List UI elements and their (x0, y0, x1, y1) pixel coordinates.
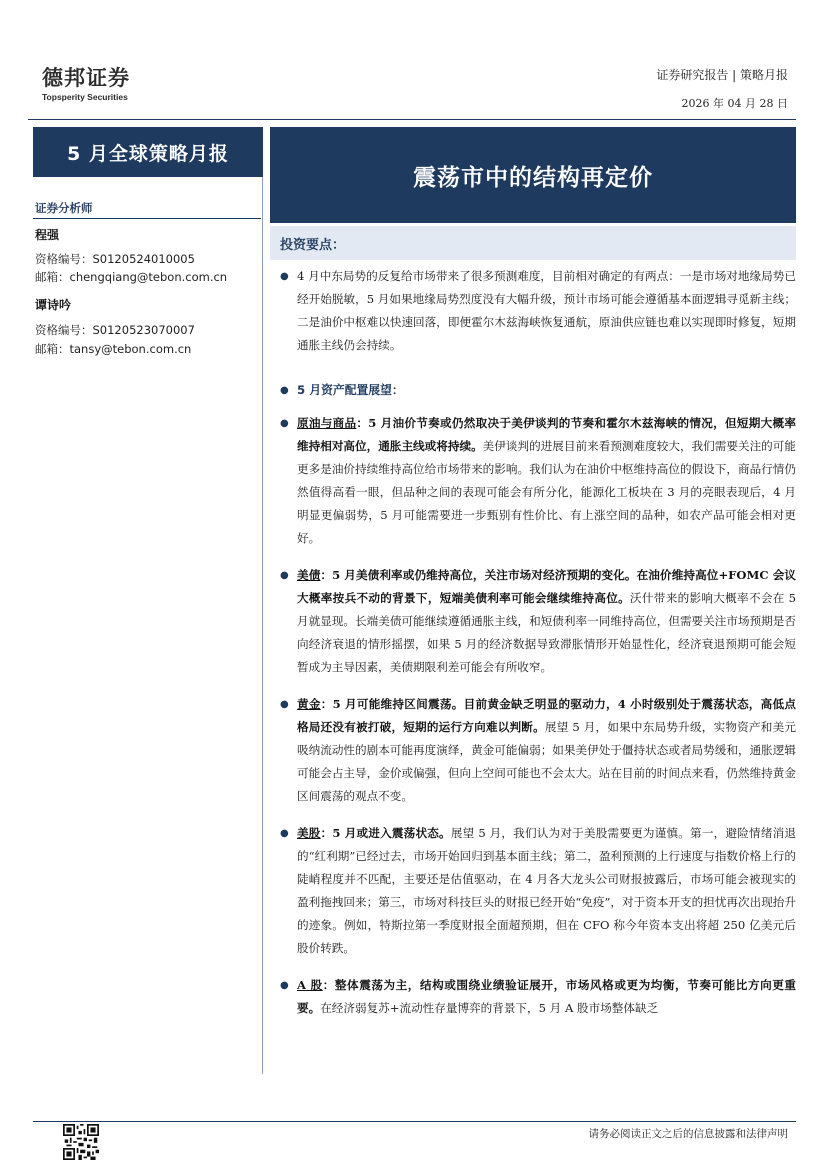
logo-cn-text: 德邦证券 (42, 66, 130, 90)
section-key-point: ：整体震荡为主，结构或围绕业绩验证展开，市场风格或更为均衡，节奏可能比方向更重要。 (297, 978, 796, 1015)
bullet-icon: ● (280, 570, 289, 581)
logo-en-text: Topsperity Securities (42, 92, 128, 102)
header-divider (28, 119, 796, 120)
analyst-divider (33, 218, 261, 219)
highlights-label: 投资要点： (280, 238, 346, 253)
left-title-banner (33, 127, 263, 177)
main-content (278, 265, 796, 1020)
section-head: 原油与商品 (297, 416, 357, 430)
analyst-cert: 资格编号：S0120523070007 (35, 323, 195, 337)
section-body: 美伊谈判的进展目前来看预测难度较大，我们需要关注的可能更多是油价持续维持高位给市场带来的影响。我们认为在油价中枢维持高位的假设下，商品行情仍然值得高看一眼，但品种之间的表现可能会有所分化，能源化工板块在 3 月的亮眼表现后，4 月明显更偏弱势，5 月可能需要进一步甄别有性价比、有上涨空间的品种，如农产品可能会相对更好。 (297, 439, 796, 545)
report-type: 证券研究报告 | 策略月报 (656, 68, 788, 82)
section-head: 美债 (297, 568, 321, 582)
analyst-header: 证券分析师 (35, 201, 93, 215)
section-body: 展望 5 月，如果中东局势升级，实物资产和美元吸纳流动性的剧本可能再度演绎，黄金可能偏弱；如果美伊处于僵持状态或者局势缓和，通胀逻辑可能会占主导，金价或偏强，但向上空间可能也不会太大。站在目前的时间点来看，仍然维持黄金区间震荡的观点不变。 (297, 720, 796, 803)
bullet-icon: ● (280, 271, 289, 282)
report-date: 2026 年 04 月 28 日 (681, 97, 788, 110)
qr-code-icon (63, 1124, 99, 1160)
left-title: 5 月全球策略月报 (67, 142, 229, 165)
section-head: 黄金 (297, 697, 321, 711)
bullet-icon: ● (280, 385, 289, 396)
section-a-shares (278, 974, 796, 1020)
section-oil (278, 412, 796, 550)
section-key-point: ：5 月或进入震荡状态。 (320, 826, 451, 840)
allocation-heading (278, 379, 796, 402)
section-body: 展望 5 月，我们认为对于美股需要更为谨慎。第一，避险情绪消退的“红利期”已经过去，市场开始回归到基本面主线；第二，盈利预测的上行速度与指数价格上行的陡峭程度并不匹配，主要还是估值驱动，在 4 月各大龙头公司财报披露后，市场可能会被现实的盈利拖拽回来；第三，市场对科技巨头的财报已经开始“免疫”，对于资本开支的担忧再次出现抬升的迹象。例如，特斯拉第一季度财报全面超预期，但在 CFO 称今年资本支出将超 250 亿美元后股价转跌。 (297, 826, 797, 955)
intro-paragraph (278, 265, 796, 357)
bullet-icon: ● (280, 418, 289, 429)
section-treasury (278, 564, 796, 679)
intro-text: 4 月中东局势的反复给市场带来了很多预测难度，目前相对确定的有两点：一是市场对地缘局势已经开始脱敏，5 月如果地缘局势烈度没有大幅升级，预计市场可能会遵循基本面逻辑寻觅新主线；二是油价中枢难以快速回落，即便霍尔木兹海峡恢复通航，原油供应链也难以实现即时修复，短期通胀主线仍会持续。 (297, 269, 796, 352)
bullet-icon: ● (280, 699, 289, 710)
section-head: A 股 (297, 978, 323, 992)
analyst-name: 程强 (35, 228, 60, 242)
section-key-point: ：5 月油价节奏或仍然取决于美伊谈判的节奏和霍尔木兹海峡的情况，但短期大概率维持相对高位，通胀主线或将持续。 (297, 416, 796, 453)
section-key-point: ：5 月美债利率或仍维持高位，关注市场对经济预期的变化。在油价维持高位+FOMC 会议大概率按兵不动的背景下，短端美债利率可能会继续维持高位。 (297, 568, 796, 605)
section-body: 沃什带来的影响大概率不会在 5 月就显现。长端美债可能继续遵循通胀主线，和短债利率一同维持高位，但需要关注市场预期是否向经济衰退的情形摇摆，如果 5 月的经济数据导致滞胀情形开始显性化，经济衰退预期可能会短暂成为主导因素，美债期限利差可能会有所收窄。 (297, 591, 796, 674)
footer-disclaimer: 请务必阅读正文之后的信息披露和法律声明 (588, 1128, 788, 1140)
main-title-banner (270, 127, 796, 223)
section-us-stocks (278, 822, 796, 960)
analyst-name: 谭诗吟 (35, 298, 72, 312)
highlights-bar (270, 226, 796, 260)
footer-divider (33, 1121, 796, 1122)
analyst-email: 邮箱：tansy@tebon.com.cn (35, 342, 192, 356)
section-body: 在经济弱复苏+流动性存量博弈的背景下，5 月 A 股市场整体缺乏 (320, 1001, 659, 1015)
section-head: 美股 (297, 826, 321, 840)
allocation-label: 5 月资产配置展望： (297, 383, 404, 397)
section-gold (278, 693, 796, 808)
company-logo (42, 66, 130, 102)
analyst-cert: 资格编号：S0120524010005 (35, 252, 195, 266)
analyst-email: 邮箱：chengqiang@tebon.com.cn (35, 270, 228, 284)
main-title: 震荡市中的结构再定价 (413, 164, 653, 191)
bullet-icon: ● (280, 828, 289, 839)
bullet-icon: ● (280, 980, 289, 991)
section-key-point: ：5 月可能维持区间震荡。目前黄金缺乏明显的驱动力，4 小时级别处于震荡状态，高低点格局还没有被打破，短期的运行方向难以判断。 (297, 697, 796, 734)
